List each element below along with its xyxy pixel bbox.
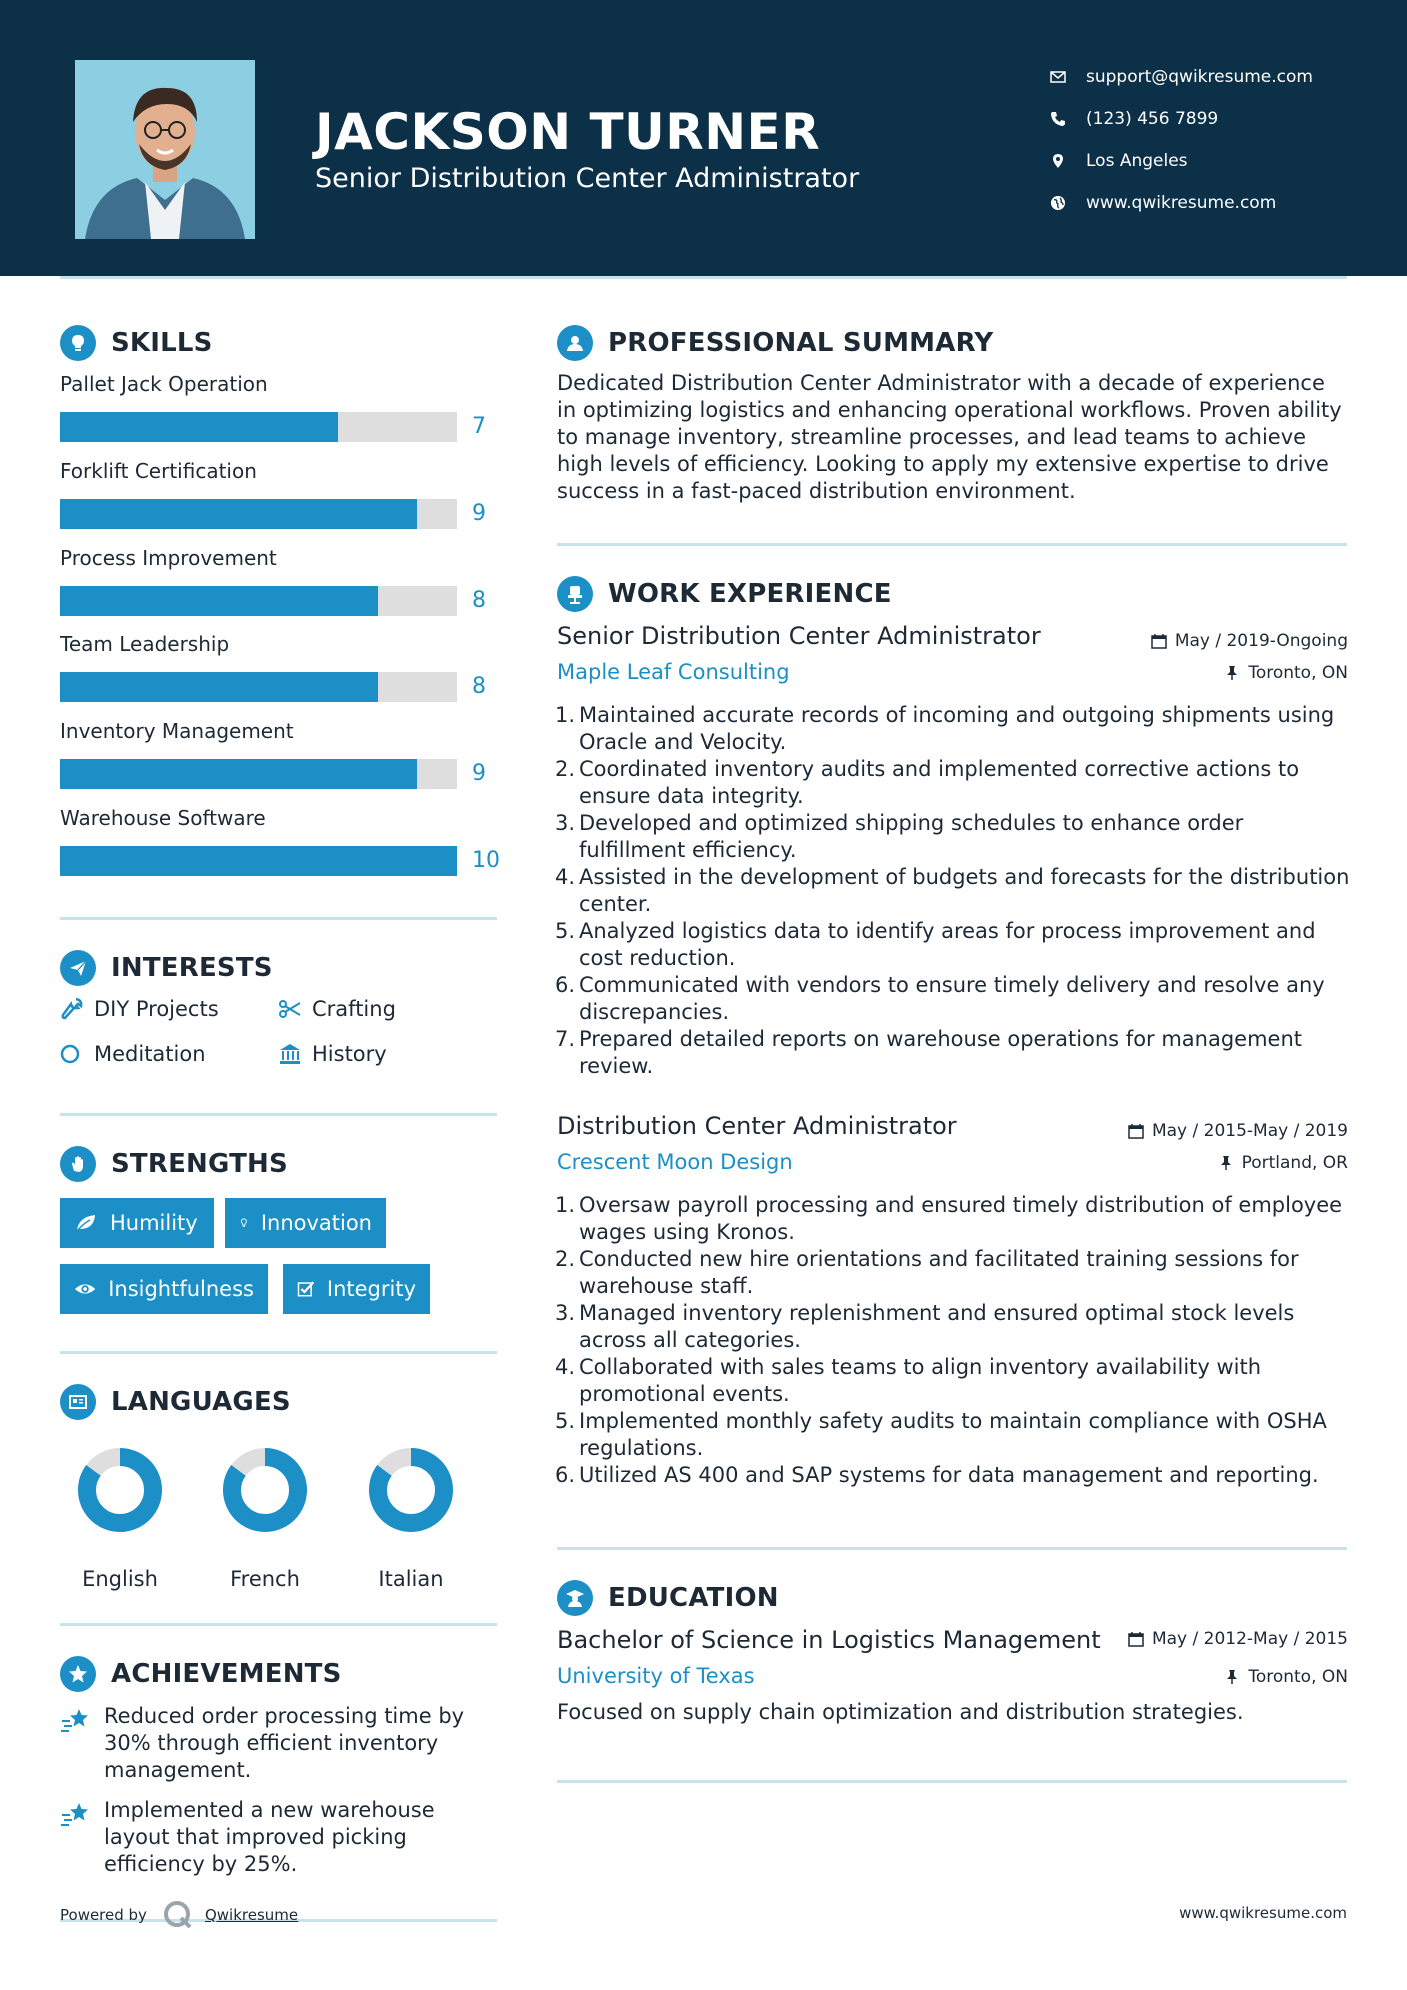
job-location-text: Portland, OR [1241,1153,1348,1173]
duty-text: Implemented monthly safety audits to maintain compliance with OSHA regulations. [579,1409,1327,1460]
duty-text: Communicated with vendors to ensure timely delivery and resolve any discrepancies. [579,973,1325,1024]
skill-bar [60,759,457,789]
skill-item [60,372,500,439]
job-title: Senior Distribution Center Administrator [557,622,1041,650]
lightbulb-icon [60,325,96,361]
skills-heading-label: SKILLS [111,328,213,358]
pushpin-icon [1224,1669,1240,1685]
contact-website[interactable] [1050,182,1390,224]
header-divider [60,276,1347,279]
skill-bar [60,412,457,442]
shooting-star-icon [60,1705,92,1737]
achievement-item [60,1703,480,1784]
skill-name: Inventory Management [60,719,294,743]
interests-heading-label: INTERESTS [111,953,273,983]
education-heading [557,1580,779,1616]
job-dates-text: May / 2015-May / 2019 [1151,1121,1348,1141]
duty-item: 6. Utilized AS 400 and SAP systems for data management and reporting. [554,1463,1319,1487]
skill-item [60,719,500,786]
job-location-text: Toronto, ON [1248,663,1348,683]
skill-bar-fill [60,672,378,702]
strength-tag [283,1264,430,1314]
interest-item [60,1042,206,1066]
qwikresume-logo-icon [163,1900,193,1930]
powered-by [60,1900,298,1930]
skill-name: Process Improvement [60,546,277,570]
skill-item [60,806,500,873]
job-duties [553,1192,1353,1489]
duty-item: 5. Analyzed logistics data to identify areas for process improvement and cost reduction. [553,918,1353,972]
achievement-text: Implemented a new warehouse layout that improved picking efficiency by 25%. [104,1798,435,1876]
language-item [215,1445,315,1591]
skill-level: 10 [472,848,500,873]
education-location-text: Toronto, ON [1248,1667,1348,1687]
experience-heading [557,576,892,612]
candidate-name: JACKSON TURNER [315,103,821,161]
language-name: French [230,1567,300,1591]
skill-name: Forklift Certification [60,459,257,483]
strength-label: Integrity [326,1277,416,1301]
duty-item: 2. Conducted new hire orientations and facilitated training sessions for warehouse staff. [553,1246,1353,1300]
duty-text: Assisted in the development of budgets and forecasts for the distribution center. [579,865,1350,916]
language-item [361,1445,461,1591]
calendar-icon [1128,1123,1144,1139]
language-item [70,1445,170,1591]
duty-item: 7. Prepared detailed reports on warehouse operations for management review. [553,1026,1353,1080]
duty-item: 1. Oversaw payroll processing and ensured timely distribution of employee wages using Kronos. [553,1192,1353,1246]
duty-text: Coordinated inventory audits and implemented corrective actions to ensure data integrity. [579,757,1300,808]
language-donut [220,1445,310,1535]
duty-item: 4. Collaborated with sales teams to align inventory availability with promotional events. [553,1354,1353,1408]
museum-icon [278,1042,302,1066]
eye-icon [74,1277,96,1301]
interest-label: DIY Projects [94,997,219,1021]
section-divider [60,917,497,920]
education-dates [1128,1629,1348,1649]
interest-label: Meditation [94,1042,206,1066]
duty-item: 3. Managed inventory replenishment and ensured optimal stock levels across all categories. [553,1300,1353,1354]
section-divider [60,1113,497,1116]
duty-item: 3. Developed and optimized shipping schedules to enhance order fulfillment efficiency. [553,810,1353,864]
skill-name: Warehouse Software [60,806,266,830]
pushpin-icon [1218,1155,1234,1171]
lightbulb-icon [239,1211,249,1235]
strength-label: Insightfulness [108,1277,254,1301]
languages-heading-label: LANGUAGES [111,1387,291,1417]
section-divider [60,1351,497,1354]
contact-email[interactable] [1050,56,1390,98]
graduate-icon [557,1580,593,1616]
achievement-text: Reduced order processing time by 30% through efficient inventory management. [104,1704,465,1782]
strength-tag [60,1264,268,1314]
duty-text: Maintained accurate records of incoming and outgoing shipments using Oracle and Velocity. [579,703,1335,754]
skill-level: 8 [472,588,486,613]
powered-by-label: Powered by [60,1906,147,1924]
strength-tag [60,1198,214,1248]
calendar-icon [1151,633,1167,649]
duty-item: 5. Implemented monthly safety audits to maintain compliance with OSHA regulations. [553,1408,1353,1462]
strength-tag [225,1198,386,1248]
summary-heading [557,325,993,361]
degree-title: Bachelor of Science in Logistics Management [557,1626,1101,1654]
duty-text: Oversaw payroll processing and ensured timely distribution of employee wages using Kronos. [579,1193,1343,1244]
job-location [1218,1153,1348,1173]
skill-bar-fill [60,846,457,876]
interests-heading [60,950,273,986]
interest-item [278,997,396,1021]
interest-item [60,997,219,1021]
location-pin-icon [1050,153,1086,169]
skill-bar [60,672,457,702]
duty-item: 4. Assisted in the development of budgets and forecasts for the distribution center. [553,864,1353,918]
scissors-icon [278,997,302,1021]
duty-text: Developed and optimized shipping schedules to enhance order fulfillment efficiency. [579,811,1244,862]
contact-phone[interactable] [1050,98,1390,140]
skill-item [60,546,500,613]
interest-label: Crafting [312,997,396,1021]
skill-name: Team Leadership [60,632,230,656]
strength-label: Humility [110,1211,198,1235]
language-card-icon [60,1384,96,1420]
job-dates [1128,1121,1348,1141]
duty-text: Prepared detailed reports on warehouse operations for management review. [579,1027,1303,1078]
contact-phone-text: (123) 456 7899 [1086,109,1219,129]
language-name: English [82,1567,158,1591]
strengths-heading-label: STRENGTHS [111,1149,288,1179]
experience-heading-label: WORK EXPERIENCE [608,579,892,609]
skills-heading [60,325,213,361]
calendar-icon [1128,1631,1144,1647]
phone-icon [1050,111,1086,127]
duty-item: 6. Communicated with vendors to ensure timely delivery and resolve any discrepancies. [553,972,1353,1026]
profile-photo [75,60,255,239]
company-name: Maple Leaf Consulting [557,660,790,684]
strength-label: Innovation [260,1211,372,1235]
contact-list [1050,56,1390,224]
office-chair-icon [557,576,593,612]
section-divider [557,1547,1347,1550]
section-divider [557,1780,1347,1783]
star-badge-icon [60,1656,96,1692]
languages-heading [60,1384,291,1420]
skill-level: 9 [472,761,486,786]
language-donut [75,1445,165,1535]
skill-level: 8 [472,674,486,699]
job-dates-text: May / 2019-Ongoing [1174,631,1348,651]
candidate-title: Senior Distribution Center Administrator [315,163,860,194]
contact-location-text: Los Angeles [1086,151,1188,171]
education-description: Focused on supply chain optimization and distribution strategies. [557,1700,1244,1724]
contact-location [1050,140,1390,182]
duty-text: Managed inventory replenishment and ensured optimal stock levels across all categories. [579,1301,1295,1352]
achievements-heading [60,1656,342,1692]
skill-bar [60,846,457,876]
duty-item: 1. Maintained accurate records of incoming and outgoing shipments using Oracle and Velocity. [553,702,1353,756]
skill-bar [60,586,457,616]
shooting-star-icon [60,1799,92,1831]
duty-text: Utilized AS 400 and SAP systems for data management and reporting. [579,1463,1319,1487]
job-duties [553,702,1353,1080]
user-icon [557,325,593,361]
duty-item: 2. Coordinated inventory audits and implemented corrective actions to ensure data integrity. [553,756,1353,810]
interest-item [278,1042,387,1066]
circle-icon [60,1042,84,1066]
education-dates-text: May / 2012-May / 2015 [1151,1629,1348,1649]
skill-bar-fill [60,499,417,529]
skill-level: 7 [472,414,486,439]
footer-url[interactable]: www.qwikresume.com [1179,1904,1347,1922]
job-dates [1151,631,1348,651]
skill-item [60,459,500,526]
contact-website-text: www.qwikresume.com [1086,193,1277,213]
leaf-icon [74,1211,98,1235]
language-name: Italian [378,1567,444,1591]
duty-text: Conducted new hire orientations and facilitated training sessions for warehouse staff. [579,1247,1299,1298]
skill-item [60,632,500,699]
school-name: University of Texas [557,1664,755,1688]
job-title: Distribution Center Administrator [557,1112,957,1140]
company-name: Crescent Moon Design [557,1150,793,1174]
strengths-heading [60,1146,288,1182]
section-divider [60,1623,497,1626]
pushpin-icon [1224,665,1240,681]
globe-icon [1050,195,1086,211]
achievements-heading-label: ACHIEVEMENTS [111,1659,342,1689]
skill-bar-fill [60,586,378,616]
language-donut [366,1445,456,1535]
wrench-icon [60,997,84,1021]
skill-name: Pallet Jack Operation [60,372,268,396]
qwikresume-link[interactable]: Qwikresume [204,1906,299,1924]
skill-level: 9 [472,501,486,526]
checkbox-icon [297,1277,315,1301]
skill-bar-fill [60,759,417,789]
job-location [1224,663,1348,683]
education-location [1224,1667,1348,1687]
duty-text: Analyzed logistics data to identify areas for process improvement and cost reduction. [579,919,1316,970]
skill-bar-fill [60,412,338,442]
hand-icon [60,1146,96,1182]
paper-plane-icon [60,950,96,986]
interest-label: History [312,1042,387,1066]
education-heading-label: EDUCATION [608,1583,779,1613]
section-divider [557,543,1347,546]
duty-text: Collaborated with sales teams to align inventory availability with promotional events. [579,1355,1262,1406]
achievement-item [60,1797,480,1878]
contact-email-text: support@qwikresume.com [1086,67,1313,87]
envelope-icon [1050,69,1086,85]
summary-text: Dedicated Distribution Center Administrator with a decade of experience in optimizing logistics and enhancing operational workflows. Proven ability to manage inventory, streamline processes, and lead teams to achieve high levels of efficiency. Looking to apply my extensive expertise to drive success in a fast-paced distribution environment. [557,371,1342,503]
summary-heading-label: PROFESSIONAL SUMMARY [608,328,994,358]
skill-bar [60,499,457,529]
resume-header [0,0,1407,276]
